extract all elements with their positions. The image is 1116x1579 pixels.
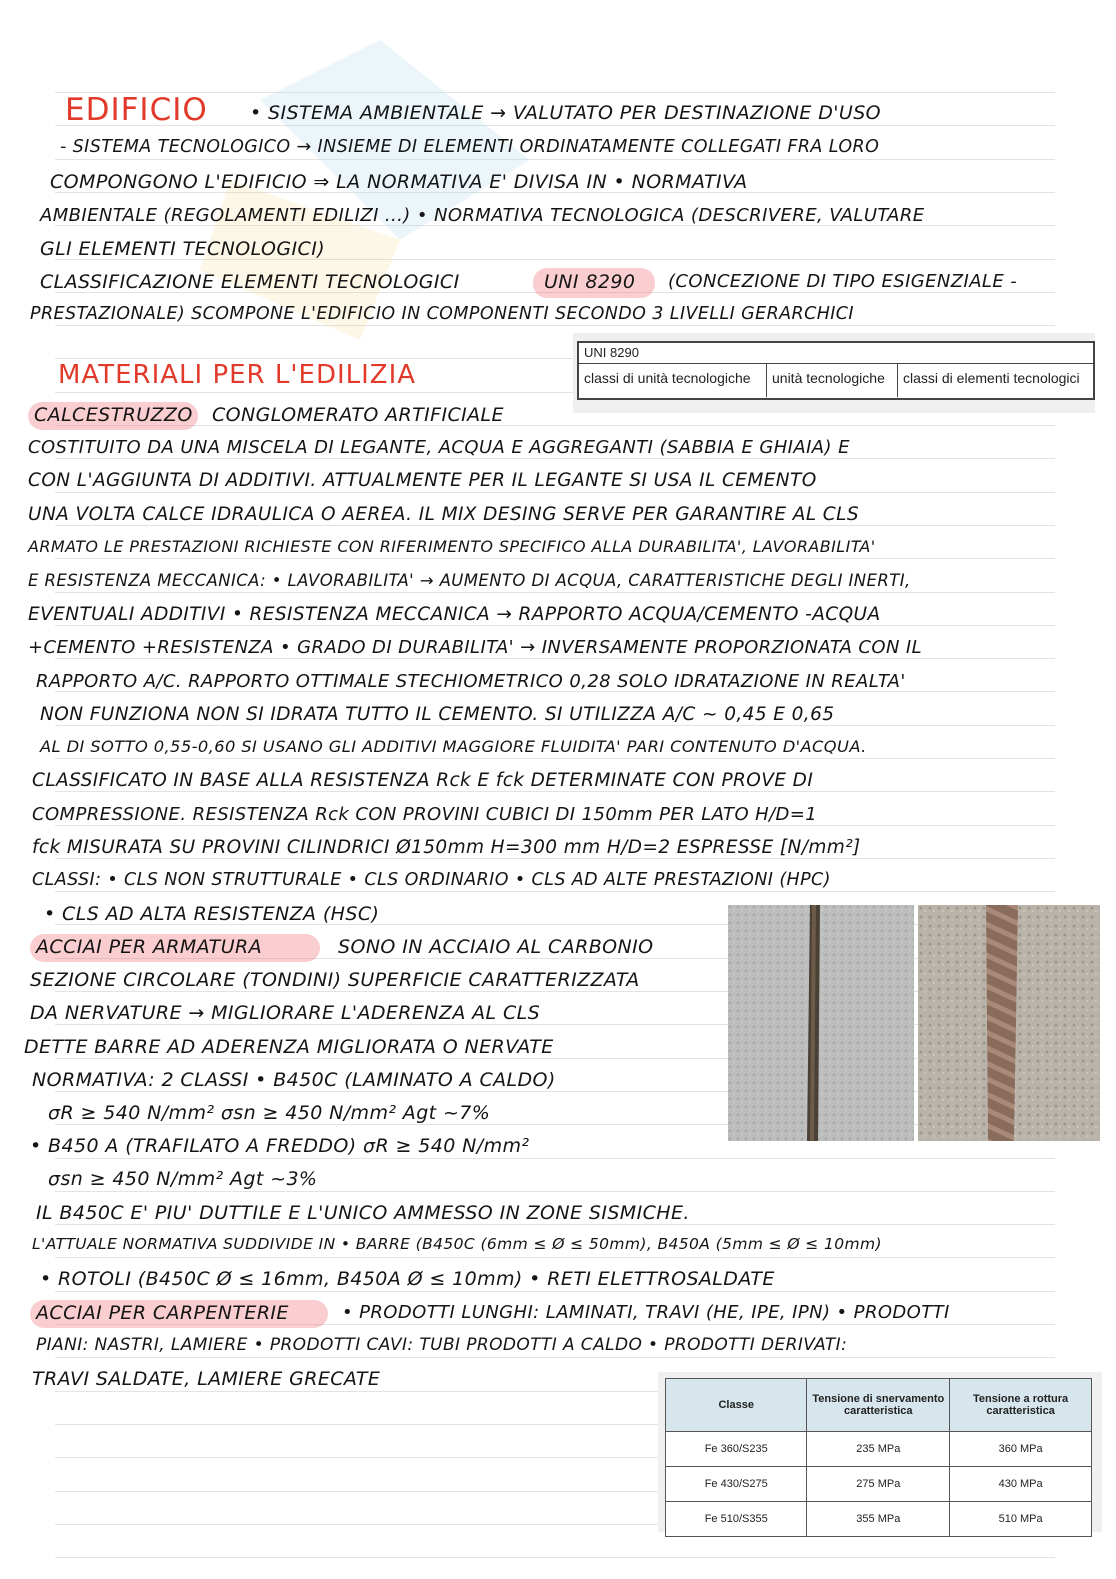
ruled-line [55, 525, 1055, 526]
uni-8290-table [577, 341, 1095, 400]
text-line: COMPONGONO L'EDIFICIO ⇒ LA NORMATIVA E' DIVISA IN • NORMATIVA [50, 171, 748, 193]
text-line: E RESISTENZA MECCANICA: • LAVORABILITA' → AUMENTO DI ACQUA, CARATTERISTICHE DEGLI INERTI, [28, 571, 911, 590]
text-line: • PRODOTTI LUNGHI: LAMINATI, TRAVI (HE, IPE, IPN) • PRODOTTI [342, 1302, 950, 1323]
text-line: • B450 A (TRAFILATO A FREDDO) σR ≥ 540 N/mm² [30, 1135, 530, 1157]
rebar-smooth-photo [728, 905, 914, 1141]
heading-materiali: MATERIALI PER L'EDILIZIA [58, 360, 417, 390]
ruled-line [55, 625, 1055, 626]
steel-table-header: Classe [666, 1379, 807, 1432]
text-line: DETTE BARRE AD ADERENZA MIGLIORATA O NERVATE [24, 1036, 554, 1058]
uni-8290-ref: UNI 8290 [544, 271, 636, 293]
ruled-line [55, 1191, 1055, 1192]
text-line: • ROTOLI (B450C Ø ≤ 16mm, B450A Ø ≤ 10mm) • RETI ELETTROSALDATE [40, 1268, 775, 1290]
heading-edificio: EDIFICIO [65, 92, 208, 128]
ruled-line [55, 458, 1055, 459]
text-line: DA NERVATURE → MIGLIORARE L'ADERENZA AL CLS [30, 1002, 541, 1024]
uni-table-column: classi di unità tecnologiche [579, 364, 767, 397]
rebar-ribbed-photo [918, 905, 1100, 1141]
text-line: +CEMENTO +RESISTENZA • GRADO DI DURABILITA' → INVERSAMENTE PROPORZIONATA CON IL [28, 637, 923, 658]
table-cell: 355 MPa [807, 1502, 950, 1537]
steel-grades-table [665, 1378, 1092, 1537]
ruled-line [55, 725, 1055, 726]
text-line: • SISTEMA AMBIENTALE → VALUTATO PER DESTINAZIONE D'USO [250, 102, 882, 124]
heading-acciai-carpenterie: ACCIAI PER CARPENTERIE [36, 1302, 289, 1324]
table-cell: Fe 430/S275 [666, 1467, 807, 1502]
steel-table-header: Tensione a rottura caratteristica [950, 1379, 1092, 1432]
text-line: CLASSIFICAZIONE ELEMENTI TECNOLOGICI [40, 271, 460, 293]
ruled-line [55, 758, 1055, 759]
ruled-line [55, 558, 1055, 559]
table-cell: Fe 510/S355 [666, 1502, 807, 1537]
text-line: AMBIENTALE (REGOLAMENTI EDILIZI ...) • NORMATIVA TECNOLOGICA (DESCRIVERE, VALUTARE [40, 205, 925, 226]
text-line: L'ATTUALE NORMATIVA SUDDIVIDE IN • BARRE (B450C (6mm ≤ Ø ≤ 50mm), B450A (5mm ≤ Ø ≤ 10mm) [32, 1235, 882, 1253]
uni-table-title: UNI 8290 [579, 343, 1093, 364]
ruled-line [55, 1357, 1055, 1358]
text-line: TRAVI SALDATE, LAMIERE GRECATE [32, 1368, 381, 1390]
text-line: - SISTEMA TECNOLOGICO → INSIEME DI ELEMENTI ORDINATAMENTE COLLEGATI FRA LORO [60, 137, 880, 157]
text-line: GLI ELEMENTI TECNOLOGICI) [40, 238, 326, 260]
text-line: σsn ≥ 450 N/mm² Agt ~3% [48, 1168, 318, 1190]
text-line: CON L'AGGIUNTA DI ADDITIVI. ATTUALMENTE PER IL LEGANTE SI USA IL CEMENTO [28, 470, 817, 491]
ruled-line [55, 1158, 1055, 1159]
ruled-line [55, 658, 1055, 659]
ruled-line [55, 1291, 1055, 1292]
heading-acciai-armatura: ACCIAI PER ARMATURA [36, 936, 262, 958]
ruled-line [55, 1224, 1055, 1225]
text-line: PRESTAZIONALE) SCOMPONE L'EDIFICIO IN COMPONENTI SECONDO 3 LIVELLI GERARCHICI [30, 304, 854, 324]
text-line: COSTITUITO DA UNA MISCELA DI LEGANTE, ACQUA E AGGREGANTI (SABBIA E GHIAIA) E [28, 437, 850, 458]
text-line: CLASSIFICATO IN BASE ALLA RESISTENZA Rck E fck DETERMINATE CON PROVE DI [32, 770, 814, 791]
ruled-line [55, 1257, 1055, 1258]
text-line: (CONCEZIONE DI TIPO ESIGENZIALE - [668, 271, 1018, 292]
table-cell: 275 MPa [807, 1467, 950, 1502]
text-line: σR ≥ 540 N/mm² σsn ≥ 450 N/mm² Agt ~7% [48, 1102, 491, 1124]
table-cell: 235 MPa [807, 1432, 950, 1467]
text-line: SONO IN ACCIAIO AL CARBONIO [338, 936, 654, 958]
text-line: UNA VOLTA CALCE IDRAULICA O AEREA. IL MIX DESING SERVE PER GARANTIRE AL CLS [28, 504, 859, 525]
ruled-line [55, 1557, 1055, 1558]
ruled-line [55, 791, 1055, 792]
text-line: fck MISURATA SU PROVINI CILINDRICI Ø150mm H=300 mm H/D=2 ESPRESSE [N/mm²] [32, 837, 861, 858]
text-line: AL DI SOTTO 0,55-0,60 SI USANO GLI ADDITIVI MAGGIORE FLUIDITA' PARI CONTENUTO D'ACQUA. [40, 737, 867, 756]
ruled-line [55, 891, 1055, 892]
table-row [666, 1502, 1092, 1537]
text-line: EVENTUALI ADDITIVI • RESISTENZA MECCANICA → RAPPORTO ACQUA/CEMENTO -ACQUA [28, 604, 881, 625]
text-line: SEZIONE CIRCOLARE (TONDINI) SUPERFICIE CARATTERIZZATA [30, 969, 640, 991]
text-line: NORMATIVA: 2 CLASSI • B450C (LAMINATO A CALDO) [32, 1069, 556, 1091]
heading-calcestruzzo: CALCESTRUZZO [34, 404, 193, 426]
text-line: NON FUNZIONA NON SI IDRATA TUTTO IL CEMENTO. SI UTILIZZA A/C ~ 0,45 E 0,65 [40, 704, 835, 725]
ruled-line [55, 492, 1055, 493]
table-cell: 360 MPa [950, 1432, 1092, 1467]
uni-table-column: classi di elementi tecnologici [903, 370, 1080, 386]
text-line: • CLS AD ALTA RESISTENZA (HSC) [44, 903, 380, 925]
steel-table-header: Tensione di snervamento caratteristica [807, 1379, 950, 1432]
text-line: PIANI: NASTRI, LAMIERE • PRODOTTI CAVI: TUBI PRODOTTI A CALDO • PRODOTTI DERIVATI: [36, 1335, 848, 1355]
table-row [666, 1467, 1092, 1502]
text-line: ARMATO LE PRESTAZIONI RICHIESTE CON RIFERIMENTO SPECIFICO ALLA DURABILITA', LAVORABILITA' [28, 537, 876, 556]
table-row [666, 1432, 1092, 1467]
ruled-line [55, 592, 1055, 593]
text-line: COMPRESSIONE. RESISTENZA Rck CON PROVINI CUBICI DI 150mm PER LATO H/D=1 [32, 804, 818, 825]
text-line: CONGLOMERATO ARTIFICIALE [212, 404, 504, 426]
ruled-line [55, 858, 1055, 859]
table-cell: 430 MPa [950, 1467, 1092, 1502]
ruled-line [55, 825, 1055, 826]
text-line: CLASSI: • CLS NON STRUTTURALE • CLS ORDINARIO • CLS AD ALTE PRESTAZIONI (HPC) [32, 870, 831, 890]
text-line: IL B450C E' PIU' DUTTILE E L'UNICO AMMESSO IN ZONE SISMICHE. [36, 1202, 690, 1224]
table-cell: 510 MPa [950, 1502, 1092, 1537]
table-cell: Fe 360/S235 [666, 1432, 807, 1467]
ruled-line [55, 425, 1055, 426]
uni-table-column: unità tecnologiche [767, 364, 898, 397]
text-line: RAPPORTO A/C. RAPPORTO OTTIMALE STECHIOMETRICO 0,28 SOLO IDRATAZIONE IN REALTA' [36, 671, 906, 692]
